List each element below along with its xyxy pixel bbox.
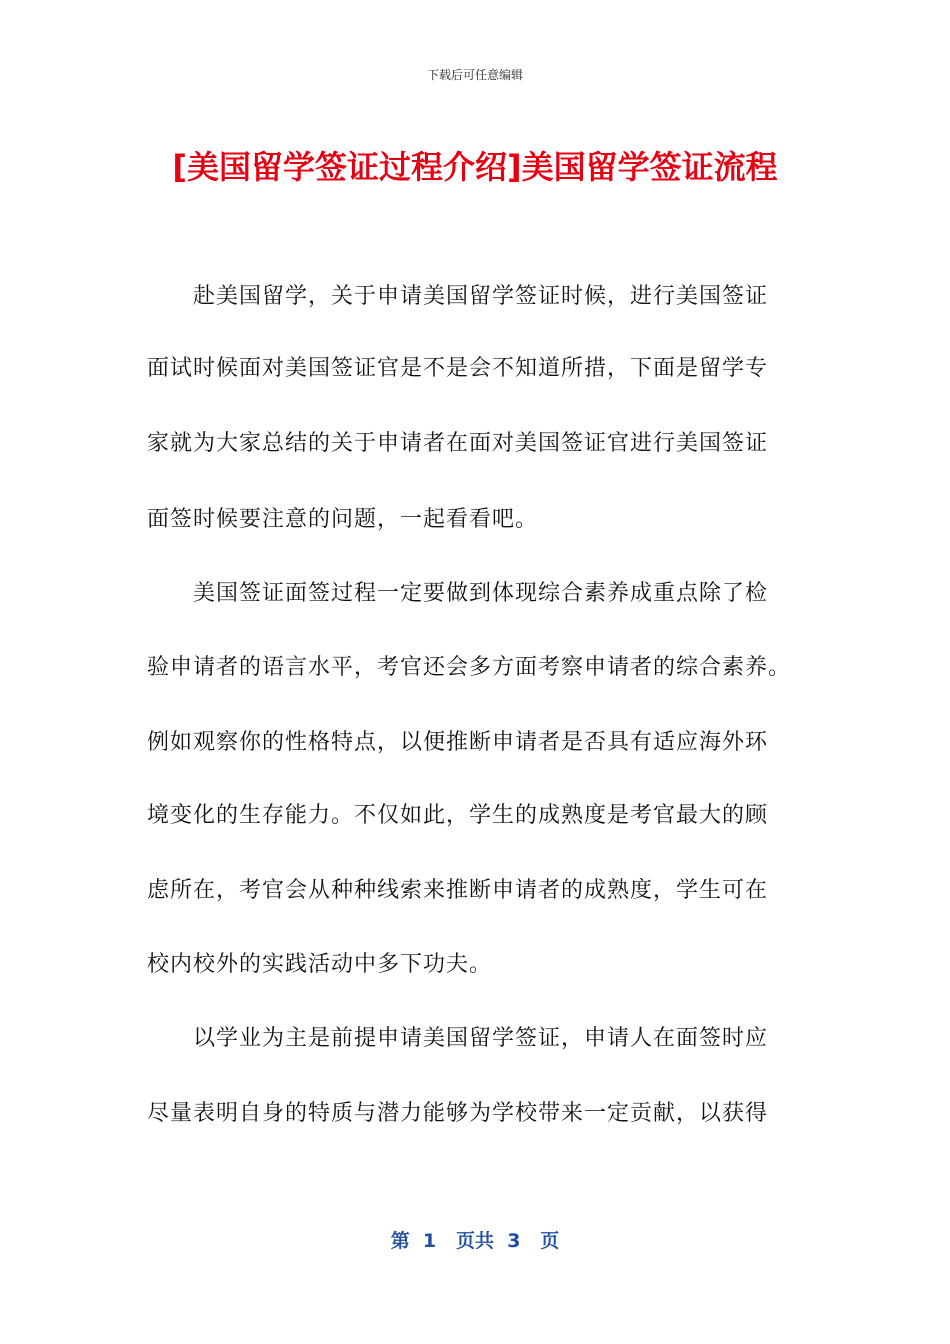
paragraph-2-line-1: 美国签证面签过程一定要做到体现综合素养成重点除了检 xyxy=(193,581,769,606)
paragraph-2-line-5: 虑所在，考官会从种种线索来推断申请者的成熟度，学生可在 xyxy=(147,878,769,903)
paragraph-3-line-1: 以学业为主是前提申请美国留学签证，申请人在面签时应 xyxy=(193,1026,769,1051)
paragraph-1-line-1: 赴美国留学，关于申请美国留学签证时候，进行美国签证 xyxy=(193,284,769,309)
paragraph-1-line-4: 面签时候要注意的问题，一起看看吧。 xyxy=(147,507,539,532)
paragraph-1-line-3: 家就为大家总结的关于申请者在面对美国签证官进行美国签证 xyxy=(147,431,769,456)
document-title: [美国留学签证过程介绍]美国留学签证流程 xyxy=(172,148,778,186)
paragraph-2-line-6: 校内校外的实践活动中多下功夫。 xyxy=(147,952,493,977)
paragraph-2-line-3: 例如观察你的性格特点，以便推断申请者是否具有适应海外环 xyxy=(147,730,769,755)
paragraph-2-line-2: 验申请者的语言水平，考官还会多方面考察申请者的综合素养。 xyxy=(147,655,792,680)
header-note: 下载后可任意编辑 xyxy=(426,68,523,82)
paragraph-1-line-2: 面试时候面对美国签证官是不是会不知道所措，下面是留学专 xyxy=(147,356,769,381)
paragraph-2-line-4: 境变化的生存能力。不仅如此，学生的成熟度是考官最大的顾 xyxy=(147,803,769,828)
page-number-footer: 第 1 页共 3 页 xyxy=(390,1230,560,1252)
paragraph-3-line-2: 尽量表明自身的特质与潜力能够为学校带来一定贡献，以获得 xyxy=(147,1101,769,1126)
